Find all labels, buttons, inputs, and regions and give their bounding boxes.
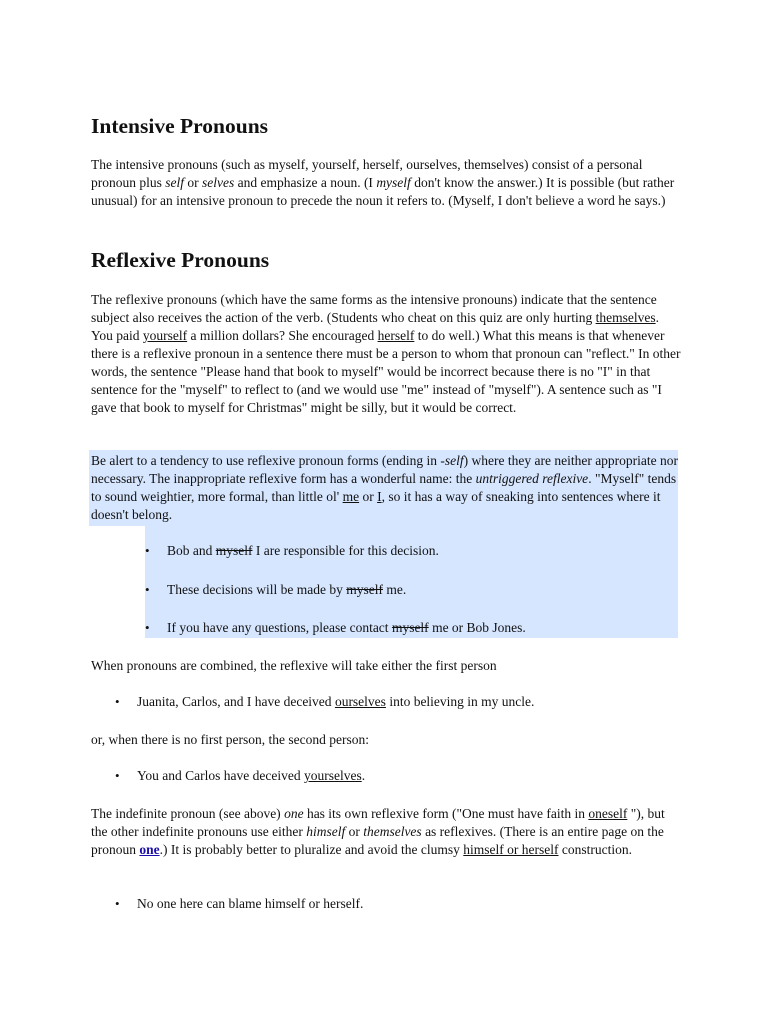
italic-myself: myself	[376, 175, 411, 190]
list-item	[137, 767, 365, 785]
list-item	[167, 542, 439, 560]
struck-word: myself	[346, 582, 383, 597]
text: These decisions will be made by	[167, 582, 347, 597]
bullet-icon: •	[145, 620, 150, 635]
text: or	[359, 489, 378, 504]
text: You and Carlos have deceived	[137, 768, 304, 783]
text: The intensive pronouns (such as myself, yourself, herself, ourselves, themselves) consist of a personal pronoun plus	[91, 157, 643, 190]
text: . "Myself" tends to sound weightier, more formal, than little ol'	[91, 471, 677, 504]
text: ) where they are neither appropriate nor necessary. The inappropriate reflexive form has a wonderful name: the	[91, 453, 679, 486]
underlined-yourself: yourself	[142, 328, 188, 343]
text: don't know the answer.) It is possible (but rather unusual) for an intensive pronoun to precede the noun it refers to. (Myself, I don't believe a word he says.)	[91, 175, 675, 208]
text: The reflexive pronouns (which have the same forms as the intensive pronouns) indicate that the sentence subject also receives the action of the verb. (Students who cheat on this quiz are only hurting	[91, 292, 657, 325]
paragraph-intensive	[91, 156, 681, 210]
underlined-themselves: themselves	[595, 310, 656, 325]
text: .	[361, 768, 366, 783]
italic-selves: selves	[202, 175, 235, 190]
bullet-icon: •	[145, 582, 150, 597]
struck-word: myself	[215, 543, 253, 558]
text: I are responsible for this decision.	[252, 543, 439, 558]
italic-himself: himself	[306, 824, 346, 839]
underlined-himself-or-herself: himself or herself	[463, 842, 559, 857]
text: and emphasize a noun. (I	[234, 175, 377, 190]
text: into believing in my uncle.	[385, 694, 535, 709]
text: Be alert to a tendency to use reflexive pronoun forms (ending in -	[91, 453, 445, 468]
underlined-oneself: oneself	[588, 806, 628, 821]
text: . You paid	[91, 310, 659, 343]
list-item	[167, 581, 406, 599]
text: to do well.) What this means is that whenever there is a reflexive pronoun in a sentence there must be a person to whom that pronoun can "reflect." In other words, the sentence "Please hand that book to myself" would be incorrect because there is no "I" in that sentence for the "myself" to reflect to (and we would use "me" instead of "myself"). A sentence such as "I gave that book to myself for Christmas" might be silly, but it would be correct.	[91, 328, 681, 415]
text: , so it has a way of sneaking into sentences where it doesn't belong.	[91, 489, 661, 522]
italic-self: self	[165, 175, 184, 190]
italic-themselves: themselves	[363, 824, 422, 839]
underlined-me: me	[342, 489, 360, 504]
paragraph-reflexive	[91, 291, 681, 417]
text: as reflexives. (There is an entire page on the pronoun	[91, 824, 664, 857]
text: Bob and	[167, 543, 216, 558]
italic-one: one	[284, 806, 304, 821]
struck-word: myself	[391, 620, 429, 635]
text: "), but the other indefinite pronouns use either	[91, 806, 665, 839]
text: .) It is probably better to pluralize and avoid the clumsy	[159, 842, 464, 857]
list-item: No one here can blame himself or herself.	[137, 896, 364, 911]
paragraph-combined: When pronouns are combined, the reflexive will take either the first person	[91, 658, 497, 673]
underlined-yourselves: yourselves	[303, 768, 362, 783]
text: Juanita, Carlos, and I have deceived	[137, 694, 335, 709]
paragraph-indefinite	[91, 805, 681, 859]
text: construction.	[558, 842, 633, 857]
bullet-icon: •	[145, 543, 150, 558]
underlined-herself: herself	[377, 328, 415, 343]
text: has its own reflexive form ("One must have faith in	[303, 806, 589, 821]
link-one[interactable]: one	[139, 842, 160, 857]
heading-intensive-pronouns: Intensive Pronouns	[91, 114, 269, 138]
italic-term: untriggered reflexive	[475, 471, 589, 486]
text: or	[345, 824, 364, 839]
underlined-ourselves: ourselves	[334, 694, 386, 709]
text: a million dollars? She encouraged	[187, 328, 378, 343]
text: The indefinite pronoun (see above)	[91, 806, 285, 821]
bullet-icon: •	[115, 896, 120, 911]
text: If you have any questions, please contact	[167, 620, 392, 635]
underlined-i: I	[377, 489, 382, 504]
paragraph-untriggered-reflexive	[91, 452, 683, 524]
text: me.	[382, 582, 407, 597]
paragraph-second-person: or, when there is no first person, the second person:	[91, 732, 370, 747]
heading-reflexive-pronouns: Reflexive Pronouns	[91, 248, 270, 272]
text: or	[184, 175, 202, 190]
list-item	[167, 619, 526, 637]
bullet-icon: •	[115, 694, 120, 709]
text: me or Bob Jones.	[428, 620, 526, 635]
list-item	[137, 693, 534, 711]
italic-self: self	[444, 453, 464, 468]
bullet-icon: •	[115, 768, 120, 783]
